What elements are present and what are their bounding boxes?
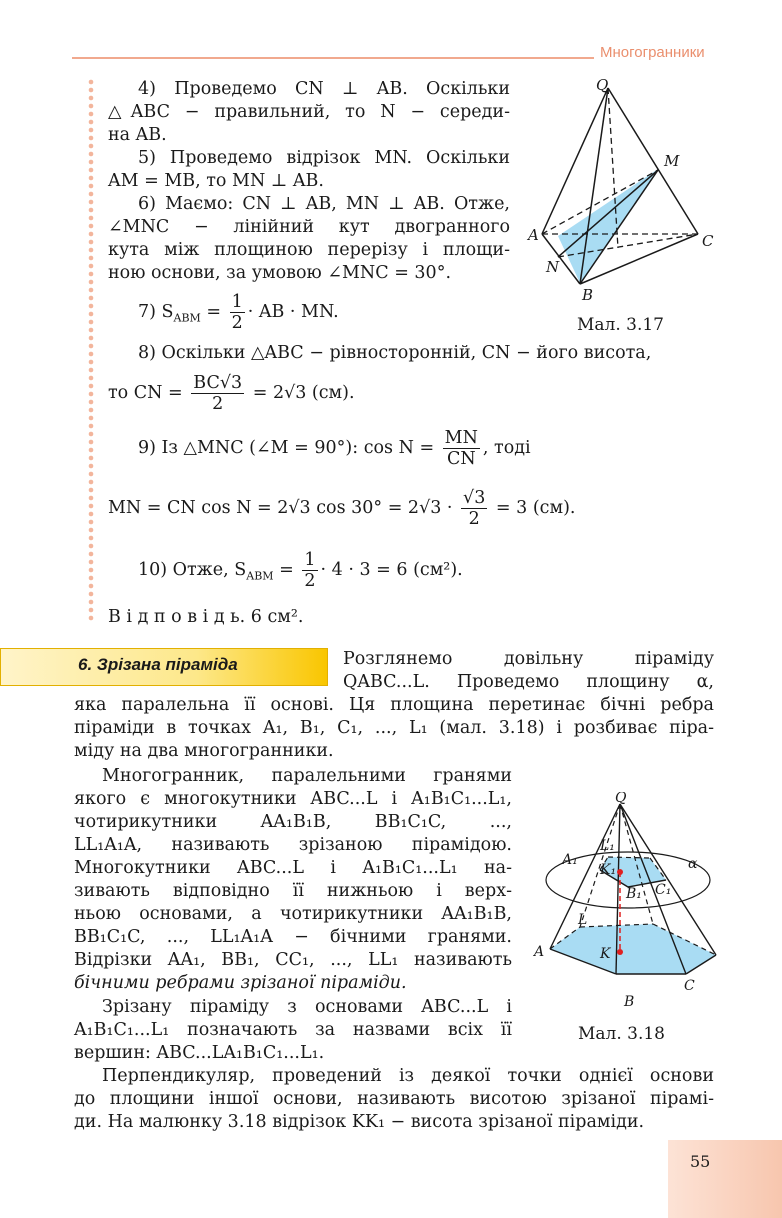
para2-line2: якого є многокутники ABC...L і A₁B₁C₁...L₁,: [74, 789, 512, 809]
label-Q: Q: [596, 76, 609, 94]
step6-line2: ∠MNC − лінійний кут двогранного: [108, 217, 510, 237]
figure-3-17-caption: Мал. 3.17: [577, 315, 665, 335]
figure-3-18-caption: Мал. 3.18: [578, 1024, 666, 1044]
step6-line3: кута між площиною перерізу і площи-: [108, 240, 510, 260]
label-A: A: [528, 226, 539, 244]
step7-formula: 7) $S_{ABM}$ = $\frac{1}{2}$ · AB · MN.: [138, 292, 339, 333]
para3-line2: A₁B₁C₁...L₁ позначають за назвами всіх її: [74, 1020, 512, 1040]
para2-line7: ньою основами, а чотирикутники AA₁B₁B,: [74, 904, 512, 924]
step4-line2: △ABC − правильний, то N − середи-: [108, 102, 510, 122]
section-header-title: Многогранники: [600, 44, 705, 61]
header-rule: [72, 57, 594, 59]
step4-line1: 4) Проведемо CN ⊥ AB. Оскільки: [138, 79, 510, 99]
answer-line: В і д п о в і д ь. 6 см².: [108, 607, 304, 627]
para1-line2: QABC...L. Проведемо площину α,: [343, 672, 714, 692]
step5-line1: 5) Проведемо відрізок MN. Оскільки: [138, 148, 510, 168]
step10-formula: 10) Отже, $S_{ABM}$ = $\frac{1}{2}$ · 4 · 3 = 6 (см²).: [138, 550, 463, 591]
para3-line1: Зрізану піраміду з основами ABC...L і: [102, 997, 512, 1017]
para4-line3: ди. На малюнку 3.18 відрізок KK₁ − висота зрізаної піраміди.: [74, 1112, 645, 1132]
para2-line9: Відрізки AA₁, BB₁, CC₁, ..., LL₁ називають: [74, 950, 512, 970]
step5-line2: AM = MB, то MN ⊥ AB.: [108, 171, 324, 191]
label-B2: B: [624, 994, 635, 1010]
para2-line6: зивають відповідно її нижньою і верх-: [74, 881, 512, 901]
label-M: M: [664, 152, 680, 170]
label-alpha: α: [688, 856, 698, 872]
label-K: K: [600, 946, 611, 962]
step8-line1: 8) Оскільки △ABC − рівносторонній, CN − його висота,: [138, 343, 652, 363]
step8-formula: то CN = $\frac{BC√3}{2}$ = 2√3 (см).: [108, 373, 355, 414]
label-B1: B₁: [626, 886, 642, 902]
step6-line4: ною основи, за умовою ∠MNC = 30°.: [108, 263, 452, 283]
label-C2: C: [684, 978, 695, 994]
para2-line4: LL₁A₁A, називають зрізаною пірамідою.: [74, 835, 512, 855]
para1-line3: яка паралельна її основі. Ця площина перетинає бічні ребра: [74, 695, 714, 715]
para3-line3: вершин: ABC...LA₁B₁C₁...L₁.: [74, 1043, 325, 1063]
para4-line1: Перпендикуляр, проведений із деякої точки однієї основи: [102, 1066, 714, 1086]
para2-line1: Многогранник, паралельними гранями: [102, 766, 512, 786]
label-L1: L₁: [600, 838, 615, 854]
label-C1: C₁: [655, 882, 672, 898]
step4-line3: на AB.: [108, 125, 167, 145]
page-number: 55: [690, 1152, 711, 1171]
para2-line3: чотирикутники AA₁B₁B, BB₁C₁C, ...,: [74, 812, 512, 832]
label-C: C: [702, 232, 714, 250]
point-K: [617, 949, 623, 955]
point-K1: [617, 869, 623, 875]
label-A1: A₁: [562, 852, 578, 868]
margin-dots-decoration: [88, 78, 94, 623]
page-number-box: [668, 1140, 782, 1218]
para1-line1: Розглянемо довільну піраміду: [343, 649, 714, 669]
para1-line4: піраміди в точках A₁, B₁, C₁, ..., L₁ (мал. 3.18) і розбиває піра-: [74, 718, 714, 738]
label-Q2: Q: [615, 792, 627, 806]
frustum-figure-3-18: [528, 792, 728, 1014]
para2-line10: бічними ребрами зрізаної піраміди.: [74, 973, 407, 993]
section-heading-title: 6. Зрізана піраміда: [78, 655, 238, 674]
lower-base-fill: [550, 924, 716, 974]
para2-line5: Многокутники ABC...L і A₁B₁C₁...L₁ на-: [74, 858, 512, 878]
label-N: N: [546, 258, 560, 276]
section-plane-fill: [558, 169, 658, 283]
step9-formula: 9) Із △MNC (∠M = 90°): cos N = $\frac{MN}{CN}$ , тоді: [138, 428, 531, 469]
para4-line2: до площини іншої основи, називають висотою зрізаної пірамі-: [74, 1089, 714, 1109]
step6-line1: 6) Маємо: CN ⊥ AB, MN ⊥ AB. Отже,: [138, 194, 510, 214]
para2-line8: BB₁C₁C, ..., LL₁A₁A − бічними гранями.: [74, 927, 512, 947]
label-K1: K₁: [600, 862, 617, 878]
para1-line5: міду на два многогранники.: [74, 741, 334, 761]
pyramid-figure-3-17: [520, 76, 730, 306]
mn-formula: MN = CN cos N = 2√3 cos 30° = 2√3 · $\frac{√3}{2}$ = 3 (см).: [108, 488, 576, 529]
label-L: L: [578, 912, 588, 928]
label-A2: A: [534, 944, 545, 960]
label-B: B: [582, 286, 594, 304]
